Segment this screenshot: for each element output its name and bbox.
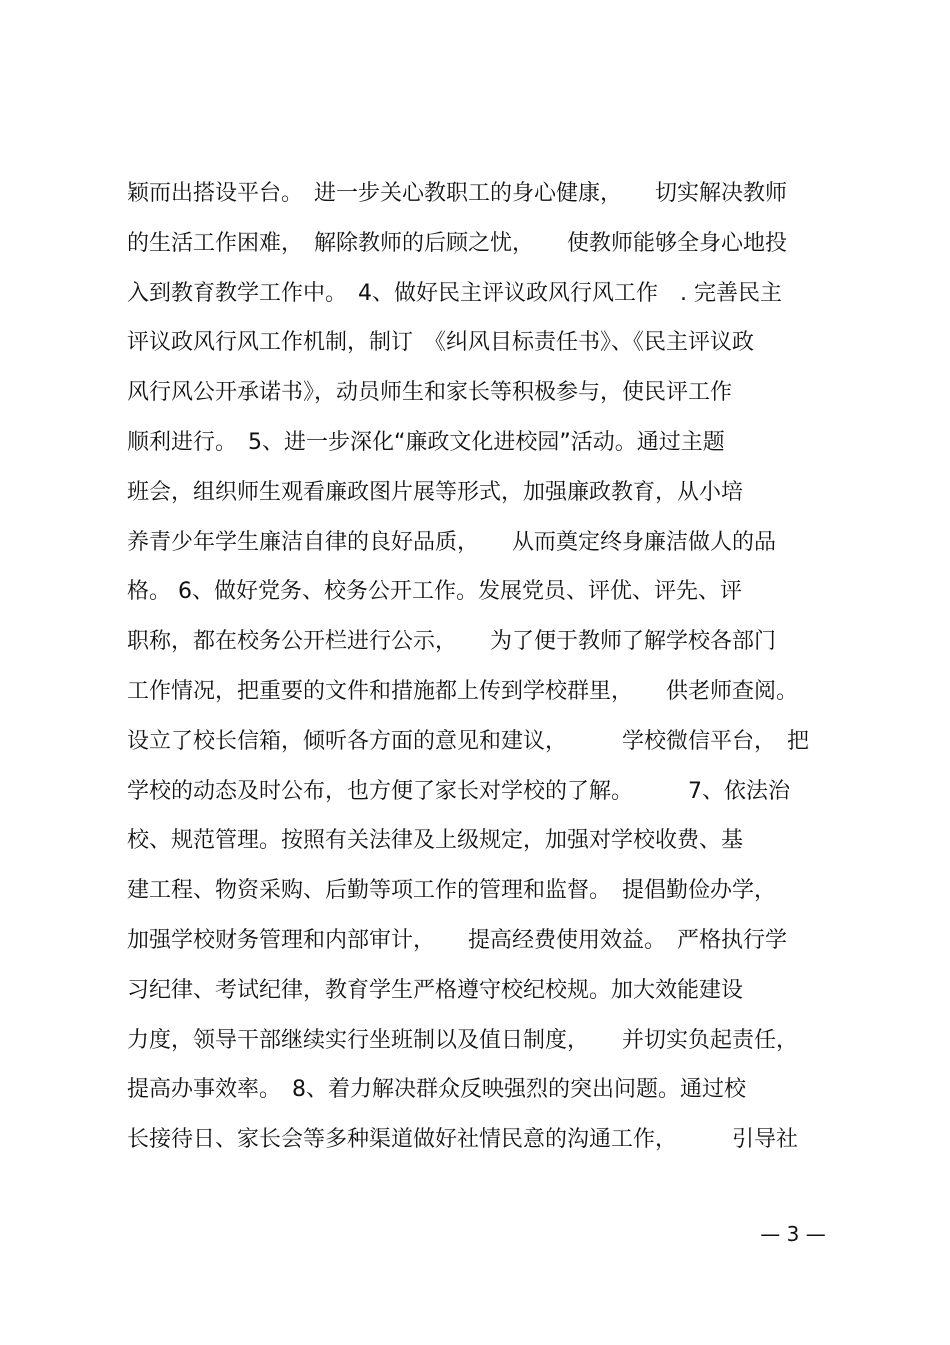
text-line: 顺利进行。 5、进一步深化“廉政文化进校园”活动。通过主题 [127, 429, 725, 455]
text-line: 评议政风行风工作机制，制订 《纠风目标责任书》、《民主评议政 [127, 330, 755, 356]
text-line: 建工程、物资采购、后勤等项工作的管理和监督。 提倡勤俭办学， [127, 878, 777, 904]
text-line: 入到教育教学工作中。 4、做好民主评议政风行风工作 . 完善民主 [127, 280, 782, 306]
text-line: 风行风公开承诺书》，动员师生和家长等积极参与，使民评工作 [127, 380, 733, 406]
text-line: 养青少年学生廉洁自律的良好品质， 从而奠定终身廉洁做人的品 [127, 529, 777, 555]
page-number: — 3 — [760, 1222, 826, 1246]
text-line: 学校的动态及时公布，也方便了家长对学校的了解。 7、依法治 [127, 778, 790, 804]
text-line: 职称，都在校务公开栏进行公示， 为了便于教师了解学校各部门 [127, 629, 777, 655]
text-line: 设立了校长信箱，倾听各方面的意见和建议， 学校微信平台， 把 [127, 728, 810, 754]
text-line: 格。 6、做好党务、校务公开工作。发展党员、评优、评先、评 [127, 579, 742, 605]
text-line: 加强学校财务管理和内部审计， 提高经费使用效益。 严格执行学 [127, 927, 788, 953]
text-line: 提高办事效率。 8、着力解决群众反映强烈的突出问题。通过校 [127, 1077, 746, 1103]
text-line: 颖而出搭设平台。 进一步关心教职工的身心健康， 切实解决教师 [127, 181, 788, 206]
text-line: 的生活工作困难， 解除教师的后顾之忧， 使教师能够全身心地投 [127, 230, 788, 256]
text-line: 校、规范管理。按照有关法律及上级规定，加强对学校收费、基 [127, 828, 744, 854]
text-line: 力度，领导干部继续实行坐班制以及值日制度， 并切实负起责任， [127, 1027, 799, 1053]
text-line: 习纪律、考试纪律，教育学生严格遵守校纪校规。加大效能建设 [127, 977, 744, 1003]
text-line: 工作情况，把重要的文件和措施都上传到学校群里， 供老师查阅。 [127, 678, 799, 704]
text-line: 长接待日、家长会等多种渠道做好社情民意的沟通工作， 引导社 [127, 1127, 799, 1153]
body-text [127, 172, 837, 1168]
text-line: 班会，组织师生观看廉政图片展等形式，加强廉政教育，从小培 [127, 479, 744, 505]
